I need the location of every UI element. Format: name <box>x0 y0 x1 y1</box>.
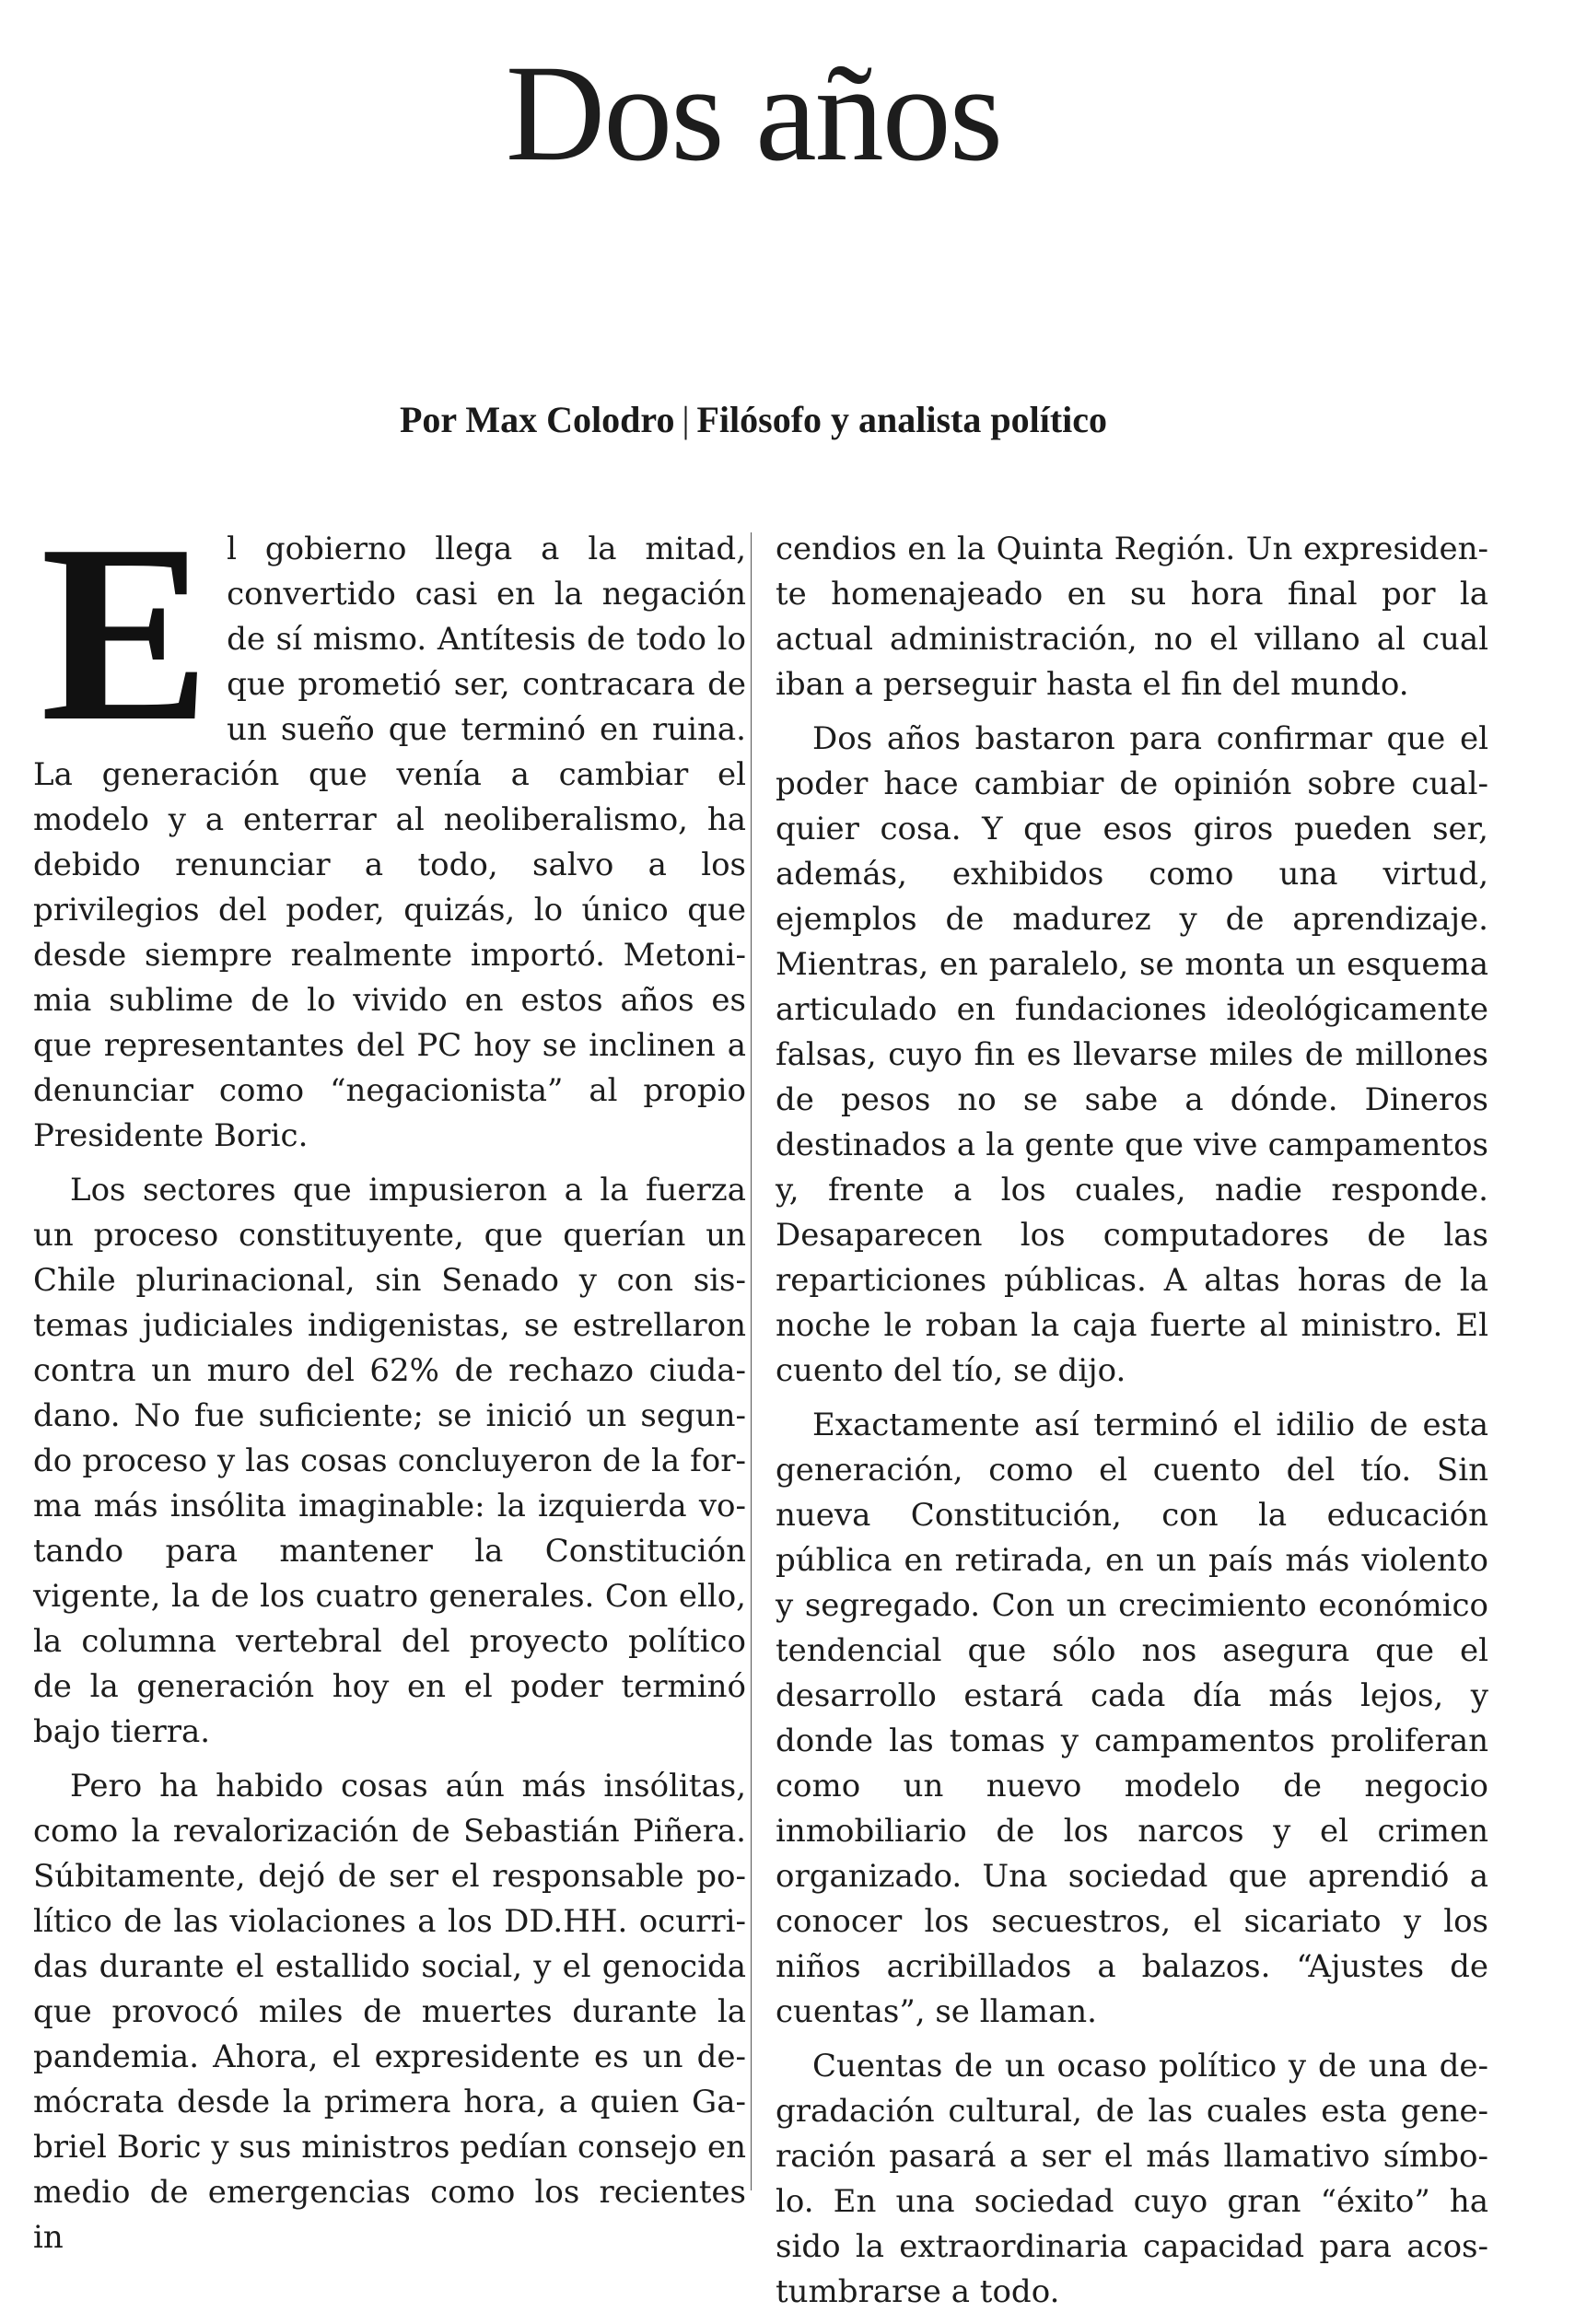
byline-author: Por Max Colodro <box>399 399 675 440</box>
byline-role: Filósofo y analista político <box>696 399 1108 440</box>
article-title: Dos años <box>505 37 1002 190</box>
paragraph-4: Dos años bastaron para confirmar que el poder hace cambiar de opinión sobre cualquier cosa. Y que esos giros pueden ser, además, exhibidos como una virtud, ejemplos de madurez y de aprendizaje. Mientras, en paralelo, se monta un esquema articulado en fundaciones ideológicamente falsas, cuyo fin es llevarse miles de millones de pesos no se sabe a dónde. Dineros destinados a la gente que vive campamentos y, frente a los cuales, nadie responde. Desaparecen los computadores de las reparticiones públicas. A altas horas de la noche le roban la caja fuerte al ministro. El cuento del tío, se dijo. <box>776 720 1488 1389</box>
paragraph-1 <box>33 492 746 1159</box>
article-column-right <box>776 527 1488 2324</box>
paragraph-3: Pero ha habido cosas aún más insólitas, como la revalorización de Sebastián Piñera. Súbitamente, dejó de ser el responsable político de las violaciones a los DD.HH. ocurridas durante el estallido social, y el genocida que provocó miles de muertes durante la pandemia. Ahora, el expresidente es un demócrata desde la primera hora, a quien Gabriel Boric y sus ministros pedían consejo en medio de emergencias como los recientes in <box>33 1768 746 2256</box>
byline <box>0 398 1507 441</box>
column-divider <box>751 532 752 2190</box>
byline-separator: | <box>682 399 690 440</box>
paragraph-2: Los sectores que impusieron a la fuerza un proceso constituyente, que querían un Chile plurinacional, sin Senado y con sistemas judiciales indigenistas, se estrellaron contra un muro del 62% de rechazo ciudadano. No fue suficiente; se inició un segundo proceso y las cosas concluyeron de la forma más insólita imaginable: la izquierda votando para mantener la Constitución vigente, la de los cuatro generales. Con ello, la columna vertebral del proyecto político de la generación hoy en el poder terminó bajo tierra. <box>33 1172 746 1750</box>
paragraph-6: Cuentas de un ocaso político y de una degradación cultural, de las cuales esta generación pasará a ser el más llamativo símbolo. En una sociedad cuyo gran “éxito” ha sido la extraordinaria capacidad para acostumbrarse a todo. <box>776 2048 1488 2310</box>
article-column-left <box>33 492 746 2270</box>
paragraph-3-continued: cendios en la Quinta Región. Un expresidente homenajeado en su hora final por la actual administración, no el villano al cual iban a perseguir hasta el fin del mundo. <box>776 531 1488 703</box>
paragraph-1-text: l gobierno llega a la mitad, convertido casi en la negación de sí mismo. Antítesis de todo lo que prometió ser, contracara de un sueño que terminó en ruina. La generación que venía a cambiar el modelo y a enterrar al neoliberalismo, ha debido renunciar a todo, salvo a los privilegios del poder, quizás, lo único que desde siempre realmente importó. Metonimia sublime de lo vivido en estos años es que representantes del PC hoy se inclinen a denunciar como “negacionista” al propio Presidente Boric. <box>33 531 746 1154</box>
drop-cap: E <box>41 492 211 774</box>
paragraph-5: Exactamente así terminó el idilio de esta generación, como el cuento del tío. Sin nueva Constitución, con la educación pública en retirada, en un país más violento y segregado. Con un crecimiento económico tendencial que sólo nos asegura que el desarrollo estará cada día más lejos, y donde las tomas y campamentos proliferan como un nuevo modelo de negocio inmobiliario de los narcos y el crimen organizado. Una sociedad que aprendió a conocer los secuestros, el sicariato y los niños acribillados a balazos. “Ajustes de cuentas”, se llaman. <box>776 1407 1488 2030</box>
